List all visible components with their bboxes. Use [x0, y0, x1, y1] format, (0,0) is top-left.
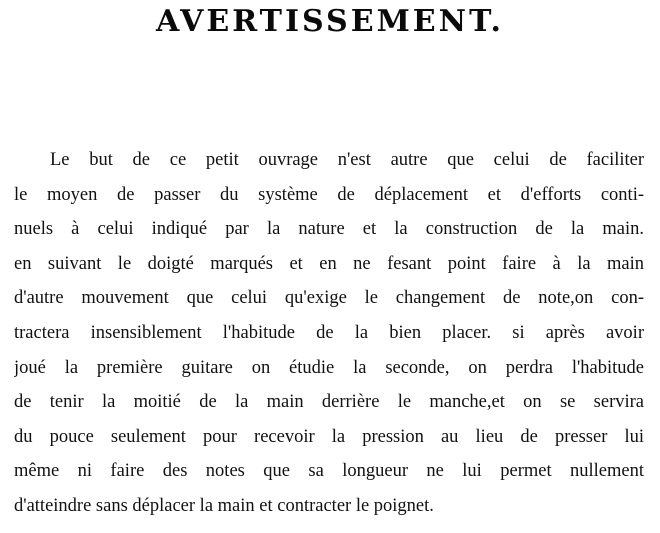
paragraph-line: en suivant le doigté marqués et en ne fesant point faire à la main — [14, 253, 644, 274]
paragraph-line: d'atteindre sans déplacer la main et contracter le poignet. — [14, 495, 434, 516]
paragraph-line: nuels à celui indiqué par la nature et la construction de la main. — [14, 219, 644, 240]
paragraph-line: d'autre mouvement que celui qu'exige le changement de note,on con- — [14, 288, 644, 309]
page-title: AVERTISSEMENT. — [156, 4, 504, 39]
paragraph-line: du pouce seulement pour recevoir la pression au lieu de presser lui — [14, 426, 644, 447]
paragraph-line: joué la première guitare on étudie la seconde, on perdra l'habitude — [14, 357, 644, 378]
paragraph-line: même ni faire des notes que sa longueur ne lui permet nullement — [14, 461, 644, 482]
body-paragraph — [14, 143, 644, 524]
paragraph-line: le moyen de passer du système de déplacement et d'efforts conti- — [14, 184, 644, 205]
paragraph-line: Le but de ce petit ouvrage n'est autre que celui de faciliter — [50, 150, 644, 170]
paragraph-line: tractera insensiblement l'habitude de la bien placer. si après avoir — [14, 322, 644, 343]
paragraph-line: de tenir la moitié de la main derrière le manche,et on se servira — [14, 392, 644, 413]
